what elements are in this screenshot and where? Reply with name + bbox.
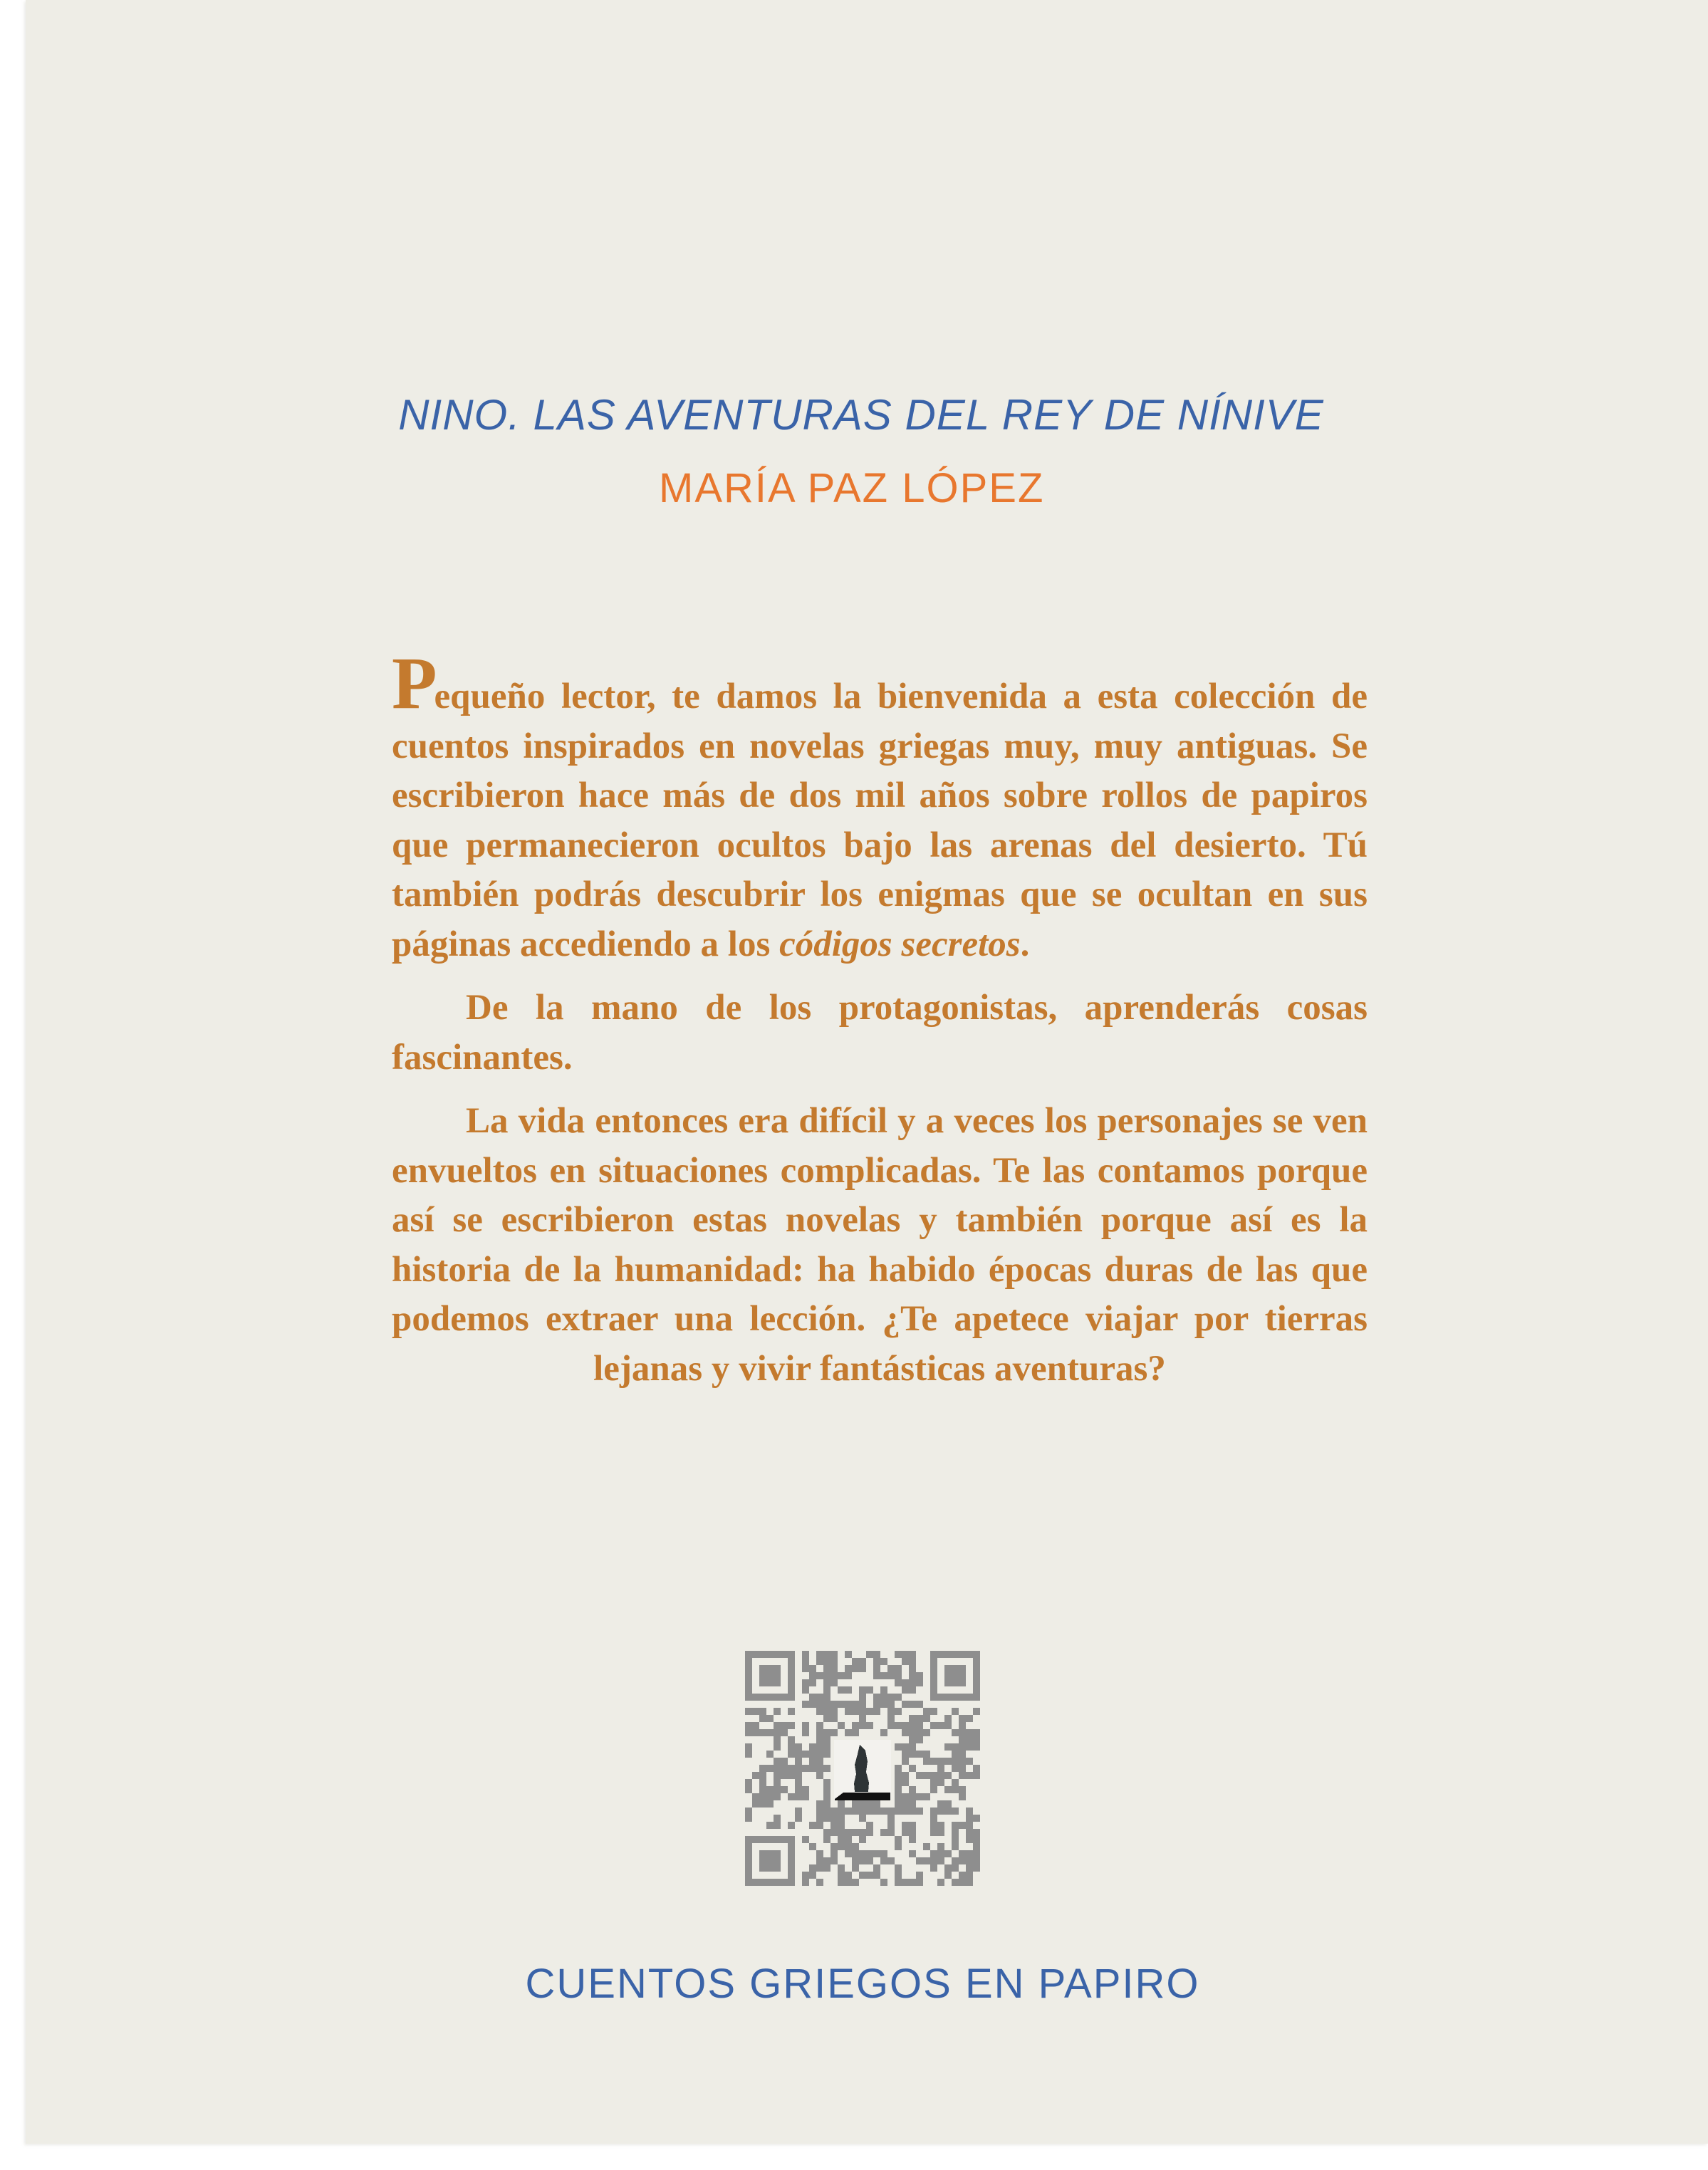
qr-code-icon[interactable] (745, 1651, 980, 1886)
author-name: MARÍA PAZ LÓPEZ (659, 465, 1045, 511)
blurb-paragraph-1-end: . (1020, 924, 1030, 964)
blurb-paragraph-1-text: equeño lector, te damos la bienvenida a esta colección de cuentos inspirados en novelas griegas muy, muy antiguas. Se escribieron hace más de dos mil años sobre rollos de papiros que permanecieron ocultos bajo las arenas del desierto. Tú también podrás descubrir los enigmas que se ocultan en sus páginas accediendo a los (392, 677, 1368, 964)
blurb-paragraph-1 (392, 642, 1368, 969)
blurb (392, 642, 1368, 1394)
series-name-text: CUENTOS GRIEGOS EN PAPIRO (525, 1961, 1200, 2007)
statue-silhouette-icon (834, 1740, 891, 1800)
series-name (0, 1960, 1708, 2008)
book-title (0, 390, 1708, 439)
secret-codes-emphasis: códigos secretos (779, 924, 1021, 964)
book-title-text: NINO. LAS AVENTURAS DEL REY DE NÍNIVE (398, 391, 1324, 439)
blurb-paragraph-2: De la mano de los protagonistas, aprenderás cosas fascinantes. (392, 988, 1368, 1078)
drop-cap: P (392, 642, 434, 724)
blurb-paragraph-3: La vida entonces era difícil y a veces los personajes se ven envueltos en situaciones complicadas. Te las contamos porque así se escribieron estas novelas y también porque así es la historia de la humanidad: ha habido épocas duras de las que podemos extraer una lección. ¿Te apetece viajar por tierras lejanas y vivir fantásticas aventuras? (392, 1101, 1368, 1389)
